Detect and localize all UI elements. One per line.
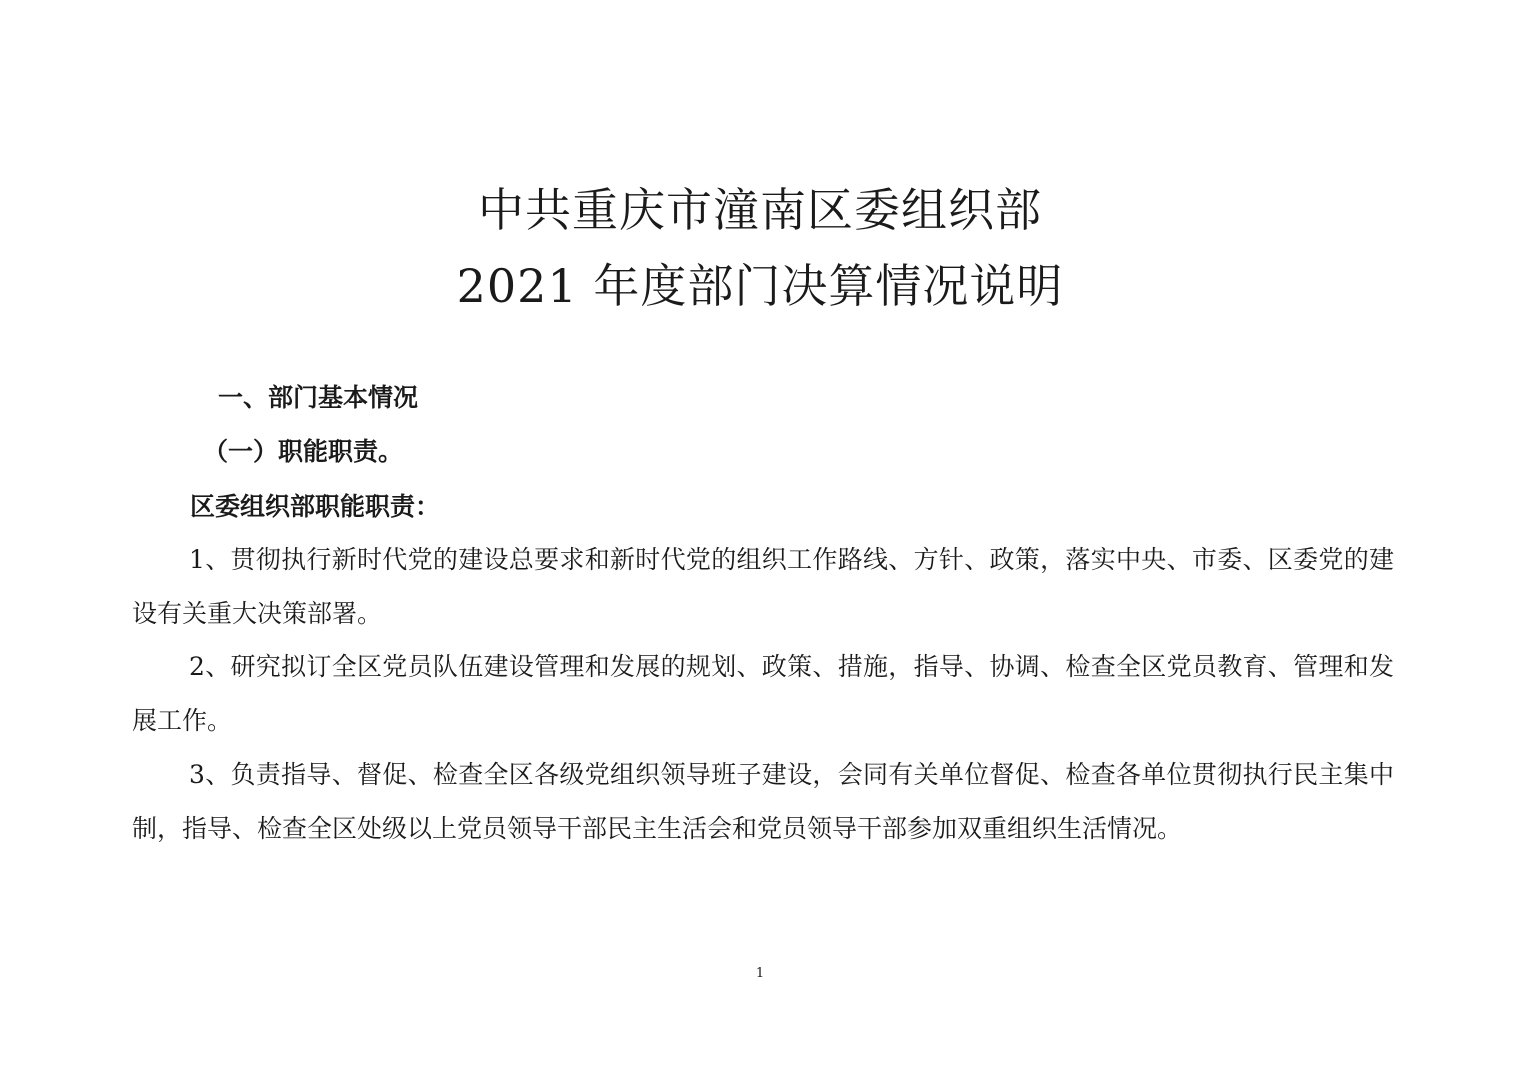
duty-paragraph-3: 3、负责指导、督促、检查全区各级党组织领导班子建设，会同有关单位督促、检查各单位贯彻执行民主集中制，指导、检查全区处级以上党员领导干部民主生活会和党员领导干部参加双重组织生活情况。 bbox=[132, 760, 1394, 843]
duties-heading: 区委组织部职能职责： bbox=[190, 492, 441, 521]
duty-paragraph-2: 2、研究拟订全区党员队伍建设管理和发展的规划、政策、措施，指导、协调、检查全区党员教育、管理和发展工作。 bbox=[132, 652, 1394, 735]
section-heading-basic-info: 一、部门基本情况 bbox=[218, 383, 419, 412]
document-title-line-1: 中共重庆市潼南区委组织部 bbox=[478, 183, 1042, 237]
page-number: 1 bbox=[755, 966, 765, 981]
subsection-heading-duties: （一）职能职责。 bbox=[203, 437, 404, 466]
document-title-line-2: 2021 年度部门决算情况说明 bbox=[456, 259, 1064, 313]
duty-paragraph-1: 1、贯彻执行新时代党的建设总要求和新时代党的组织工作路线、方针、政策，落实中央、市委、区委党的建设有关重大决策部署。 bbox=[132, 545, 1394, 628]
